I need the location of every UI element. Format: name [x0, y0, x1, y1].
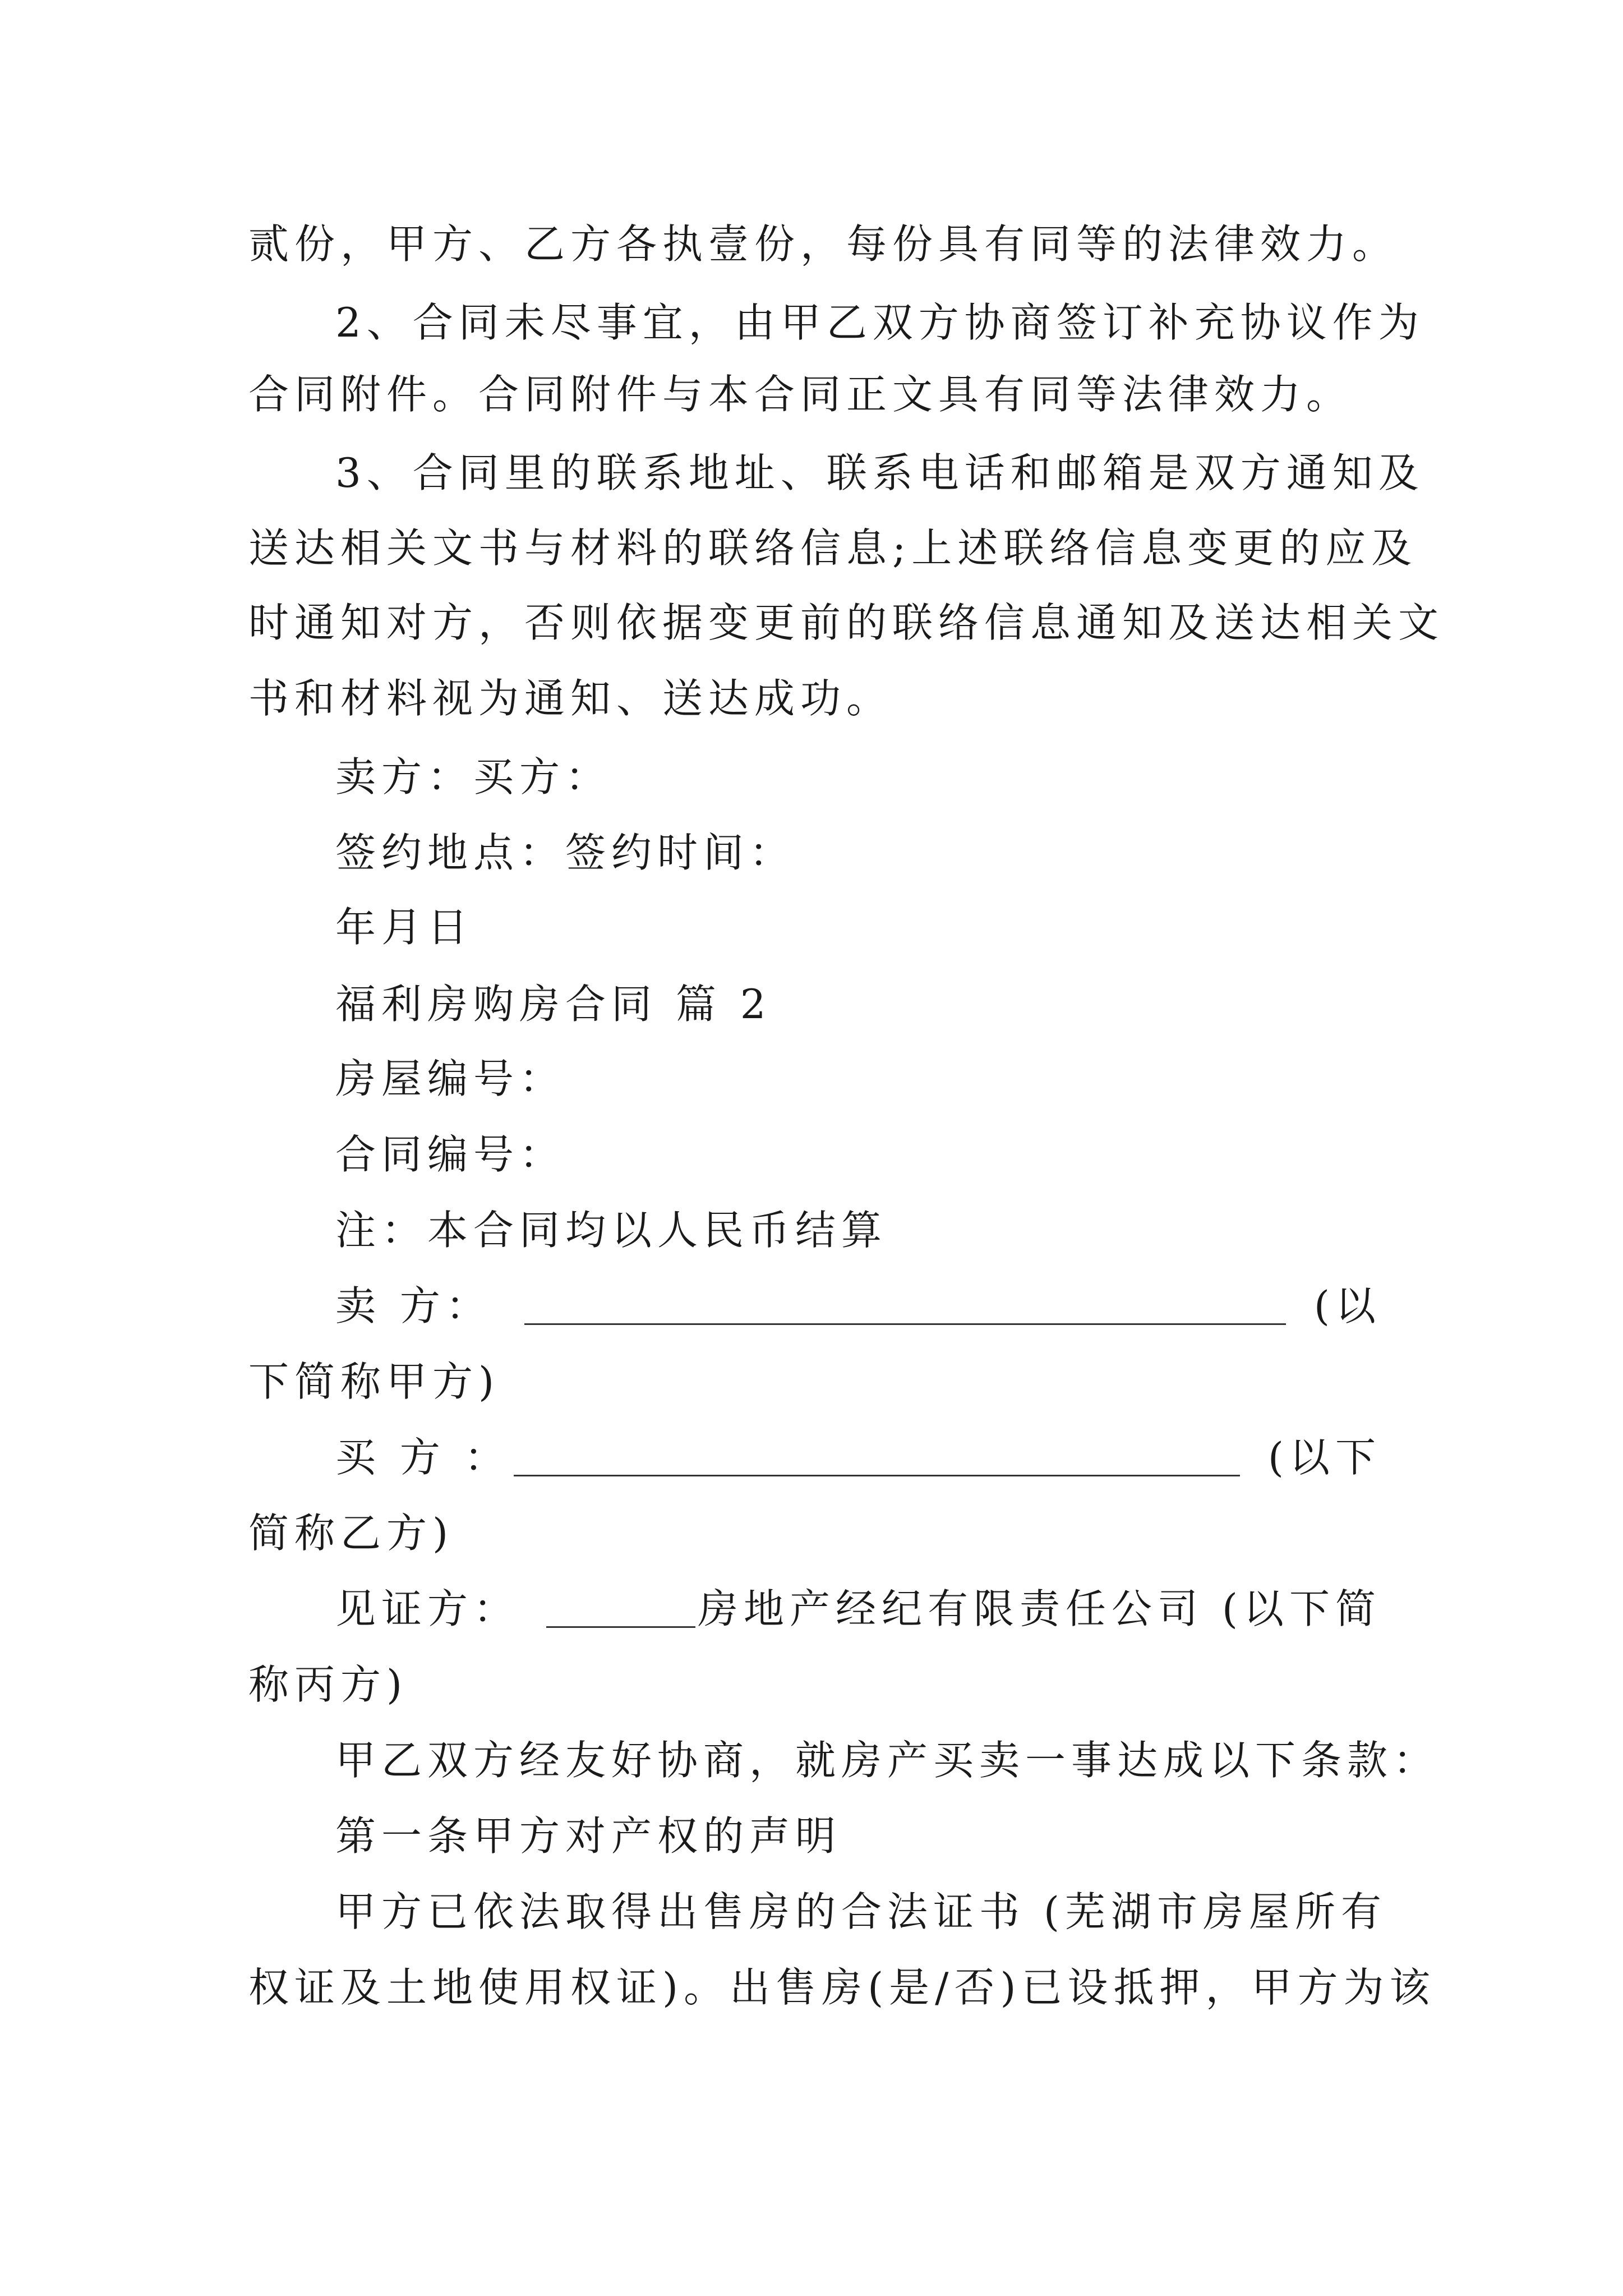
currency-note-line: 注：本合同均以人民币结算 [335, 1207, 888, 1254]
date-line: 年月日 [335, 904, 474, 951]
buyer-suffix: (以下 [1267, 1434, 1381, 1481]
paragraph-line: 合同附件。合同附件与本合同正文具有同等法律效力。 [248, 371, 1353, 418]
buyer-blank [514, 1432, 1240, 1476]
witness-label: 见证方： [335, 1585, 520, 1632]
signing-place-time-line: 签约地点：签约时间： [335, 829, 796, 876]
witness-field-row [335, 1581, 1381, 1637]
house-number-line: 房屋编号： [335, 1055, 566, 1102]
seller-buyer-signature-line: 卖方：买方： [335, 753, 612, 800]
seller-field-row [335, 1278, 1381, 1334]
clause-3-line: 3、合同里的联系地址、联系电话和邮箱是双方通知及 [335, 449, 1424, 496]
seller-suffix: (以 [1313, 1282, 1381, 1329]
agreement-intro-line: 甲乙双方经友好协商，就房产买卖一事达成以下条款： [335, 1737, 1440, 1784]
contract-number-line: 合同编号： [335, 1131, 566, 1178]
article-1-line: 甲方已依法取得出售房的合法证书 (芜湖市房屋所有 [335, 1888, 1387, 1935]
paragraph-line: 送达相关文书与材料的联络信息;上述联络信息变更的应及 [248, 524, 1418, 572]
seller-label: 卖 方： [335, 1282, 492, 1329]
witness-suffix: 房地产经纪有限责任公司 (以下简 [698, 1585, 1381, 1632]
paragraph-line: 时通知对方，否则依据变更前的联络信息通知及送达相关文 [248, 599, 1445, 646]
clause-2-line: 2、合同未尽事宜，由甲乙双方协商签订补充协议作为 [335, 299, 1424, 346]
section-heading: 福利房购房合同 篇 2 [335, 981, 772, 1028]
paragraph-line: 贰份，甲方、乙方各执壹份，每份具有同等的法律效力。 [248, 220, 1399, 268]
witness-blank [546, 1584, 695, 1628]
seller-blank [524, 1281, 1286, 1325]
buyer-label: 买 方 ： [335, 1434, 510, 1481]
article-1-heading: 第一条甲方对产权的声明 [335, 1812, 842, 1860]
article-1-line: 权证及土地使用权证)。出售房(是/否)已设抵押，甲方为该 [248, 1964, 1436, 2011]
paragraph-line: 书和材料视为通知、送达成功。 [248, 675, 893, 722]
buyer-continuation: 简称乙方) [248, 1510, 454, 1557]
buyer-field-row [335, 1429, 1381, 1485]
seller-continuation: 下简称甲方) [248, 1358, 500, 1405]
witness-continuation: 称丙方) [248, 1661, 408, 1708]
